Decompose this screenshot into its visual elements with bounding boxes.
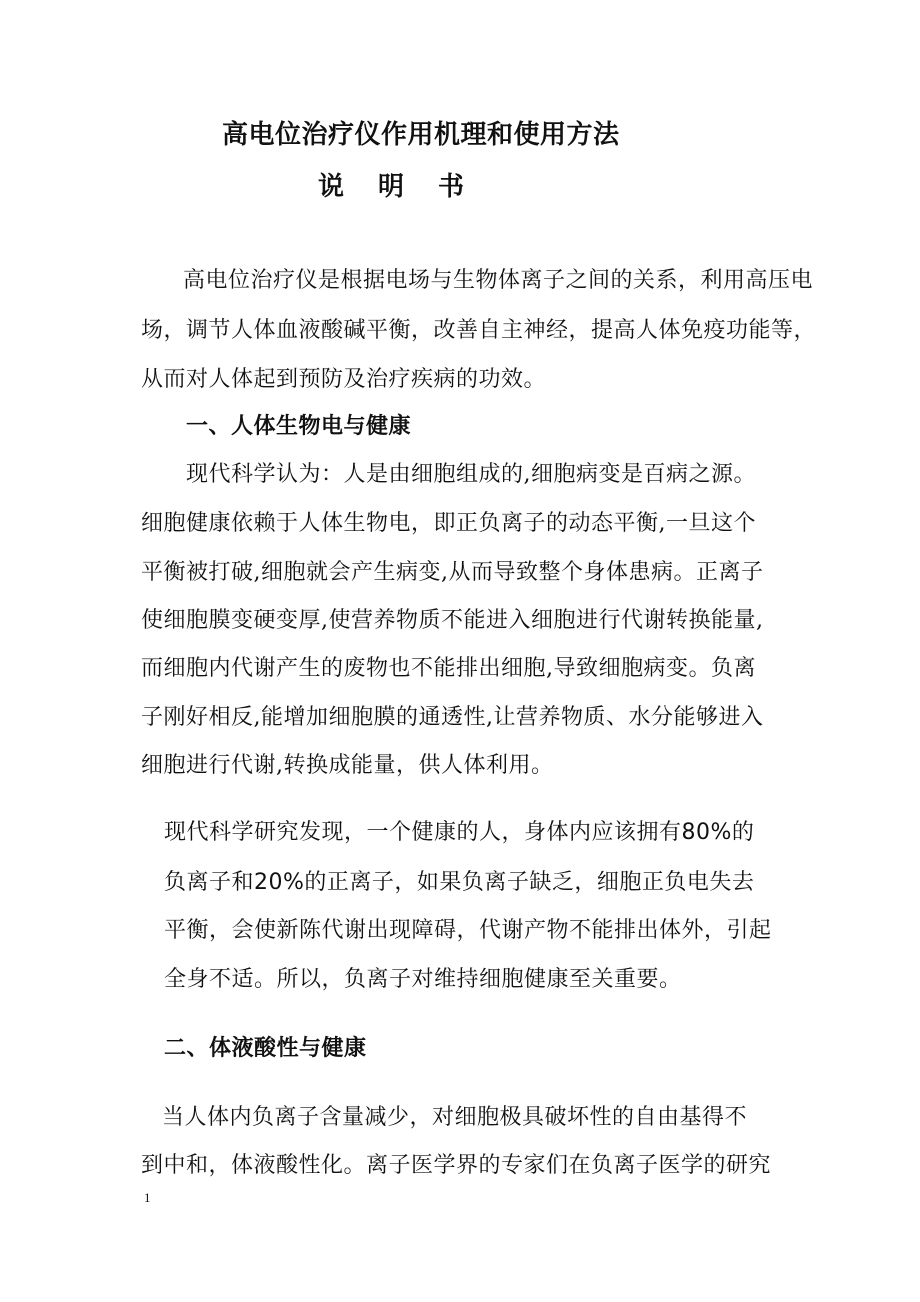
section1-heading: 一、人体生物电与健康 — [186, 414, 412, 439]
intro-line-1: 高电位治疗仪是根据电场与生物体离子之间的关系，利用高压电 — [183, 268, 814, 293]
section1-para1-line-4: 使细胞膜变硬变厚,使营养物质不能进入细胞进行代谢转换能量, — [141, 608, 764, 633]
intro-line-2: 场，调节人体血液酸碱平衡，改善自主神经，提高人体免疫功能等， — [141, 318, 817, 343]
section1-para2-line-1: 现代科学研究发现，一个健康的人，身体内应该拥有80%的 — [164, 820, 755, 845]
section1-para1-line-6: 子刚好相反,能增加细胞膜的通透性,让营养物质、水分能够进入 — [141, 705, 764, 730]
section1-para2-line-3: 平衡，会使新陈代谢出现障碍，代谢产物不能排出体外，引起 — [164, 918, 772, 943]
document-title: 高电位治疗仪作用机理和使用方法 — [222, 120, 620, 150]
document-subtitle: 说明书 — [318, 172, 499, 202]
section1-para1-line-5: 而细胞内代谢产生的废物也不能排出细胞,导致细胞病变。负离 — [141, 656, 756, 681]
section1-para1-line-2: 细胞健康依赖于人体生物电，即正负离子的动态平衡,一旦这个 — [141, 511, 756, 536]
section2-para1-line-2: 到中和，体液酸性化。离子医学界的专家们在负离子医学的研究 — [141, 1153, 772, 1178]
section1-para1-line-3: 平衡被打破,细胞就会产生病变,从而导致整个身体患病。正离子 — [141, 560, 764, 585]
page-number: 1 — [144, 1190, 151, 1205]
section1-para2-line-2: 负离子和20%的正离子，如果负离子缺乏，细胞正负电失去 — [164, 870, 755, 895]
section1-para1-line-1: 现代科学认为：人是由细胞组成的,细胞病变是百病之源。 — [186, 462, 756, 487]
section1-para1-line-7: 细胞进行代谢,转换成能量，供人体利用。 — [141, 753, 554, 778]
intro-line-3: 从而对人体起到预防及治疗疾病的功效。 — [141, 367, 547, 392]
section2-heading: 二、体液酸性与健康 — [164, 1036, 367, 1061]
section2-para1-line-1: 当人体内负离子含量减少，对细胞极具破坏性的自由基得不 — [162, 1105, 748, 1130]
section1-para2-line-4: 全身不适。所以，负离子对维持细胞健康至关重要。 — [164, 967, 682, 992]
